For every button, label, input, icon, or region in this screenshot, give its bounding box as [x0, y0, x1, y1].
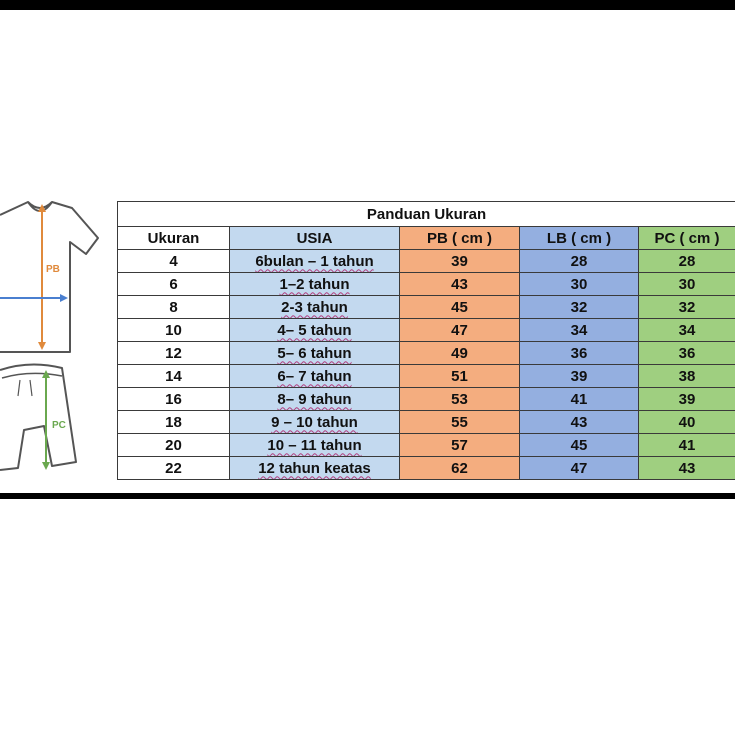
- cell-usia: [230, 457, 400, 480]
- table-row: [118, 296, 735, 319]
- table-row: [118, 411, 735, 434]
- cell-pc: 39: [639, 388, 735, 411]
- usia-text: 12 tahun keatas: [258, 459, 371, 477]
- table-row: [118, 250, 735, 273]
- garment-illustration: [0, 190, 118, 490]
- cell-pb: 55: [400, 411, 520, 434]
- cell-pc: 41: [639, 434, 735, 457]
- cell-pb: 47: [400, 319, 520, 342]
- cell-ukuran: 10: [118, 319, 230, 342]
- cell-ukuran: 22: [118, 457, 230, 480]
- top-border: [0, 0, 735, 10]
- header-usia: USIA: [230, 227, 400, 250]
- cell-ukuran: 20: [118, 434, 230, 457]
- cell-pc: 36: [639, 342, 735, 365]
- cell-pc: 38: [639, 365, 735, 388]
- cell-pb: 57: [400, 434, 520, 457]
- cell-pb: 62: [400, 457, 520, 480]
- cell-ukuran: 16: [118, 388, 230, 411]
- cell-usia: [230, 250, 400, 273]
- cell-lb: 30: [520, 273, 639, 296]
- garment-drawing: [0, 190, 118, 490]
- cell-ukuran: 6: [118, 273, 230, 296]
- header-lb: LB ( cm ): [520, 227, 639, 250]
- cell-lb: 32: [520, 296, 639, 319]
- usia-text: 6bulan – 1 tahun: [255, 252, 374, 270]
- cell-pc: 43: [639, 457, 735, 480]
- usia-text: 6– 7 tahun: [277, 367, 352, 385]
- cell-lb: 34: [520, 319, 639, 342]
- table-title: Panduan Ukuran: [118, 202, 735, 227]
- table-row: [118, 365, 735, 388]
- cell-pb: 53: [400, 388, 520, 411]
- usia-text: 5– 6 tahun: [277, 344, 352, 362]
- cell-usia: [230, 273, 400, 296]
- header-row: [118, 227, 735, 250]
- header-ukuran: Ukuran: [118, 227, 230, 250]
- bottom-border: [0, 493, 735, 499]
- usia-text: 10 – 11 tahun: [267, 436, 362, 454]
- cell-ukuran: 14: [118, 365, 230, 388]
- cell-pc: 28: [639, 250, 735, 273]
- cell-lb: 36: [520, 342, 639, 365]
- table-row: [118, 434, 735, 457]
- cell-usia: [230, 342, 400, 365]
- table-row: [118, 319, 735, 342]
- cell-lb: 45: [520, 434, 639, 457]
- cell-ukuran: 18: [118, 411, 230, 434]
- cell-pb: 43: [400, 273, 520, 296]
- size-chart: [117, 201, 735, 481]
- cell-pc: 32: [639, 296, 735, 319]
- cell-pc: 30: [639, 273, 735, 296]
- cell-usia: [230, 434, 400, 457]
- usia-text: 8– 9 tahun: [277, 390, 352, 408]
- cell-pb: 51: [400, 365, 520, 388]
- cell-ukuran: 12: [118, 342, 230, 365]
- cell-usia: [230, 388, 400, 411]
- cell-ukuran: 4: [118, 250, 230, 273]
- cell-usia: [230, 296, 400, 319]
- usia-text: 1–2 tahun: [279, 275, 350, 293]
- size-table: [117, 201, 735, 480]
- cell-pb: 39: [400, 250, 520, 273]
- usia-text: 4– 5 tahun: [277, 321, 352, 339]
- table-row: [118, 342, 735, 365]
- usia-text: 9 – 10 tahun: [271, 413, 358, 431]
- cell-pb: 45: [400, 296, 520, 319]
- pc-label: PC: [52, 420, 66, 431]
- cell-lb: 41: [520, 388, 639, 411]
- header-pb: PB ( cm ): [400, 227, 520, 250]
- cell-pc: 34: [639, 319, 735, 342]
- pb-label: PB: [46, 264, 60, 275]
- cell-lb: 43: [520, 411, 639, 434]
- cell-lb: 28: [520, 250, 639, 273]
- table-row: [118, 273, 735, 296]
- cell-usia: [230, 319, 400, 342]
- table-row: [118, 457, 735, 480]
- cell-usia: [230, 411, 400, 434]
- cell-pb: 49: [400, 342, 520, 365]
- cell-lb: 47: [520, 457, 639, 480]
- header-pc: PC ( cm ): [639, 227, 735, 250]
- cell-pc: 40: [639, 411, 735, 434]
- cell-lb: 39: [520, 365, 639, 388]
- table-row: [118, 388, 735, 411]
- cell-usia: [230, 365, 400, 388]
- cell-ukuran: 8: [118, 296, 230, 319]
- usia-text: 2-3 tahun: [281, 298, 348, 316]
